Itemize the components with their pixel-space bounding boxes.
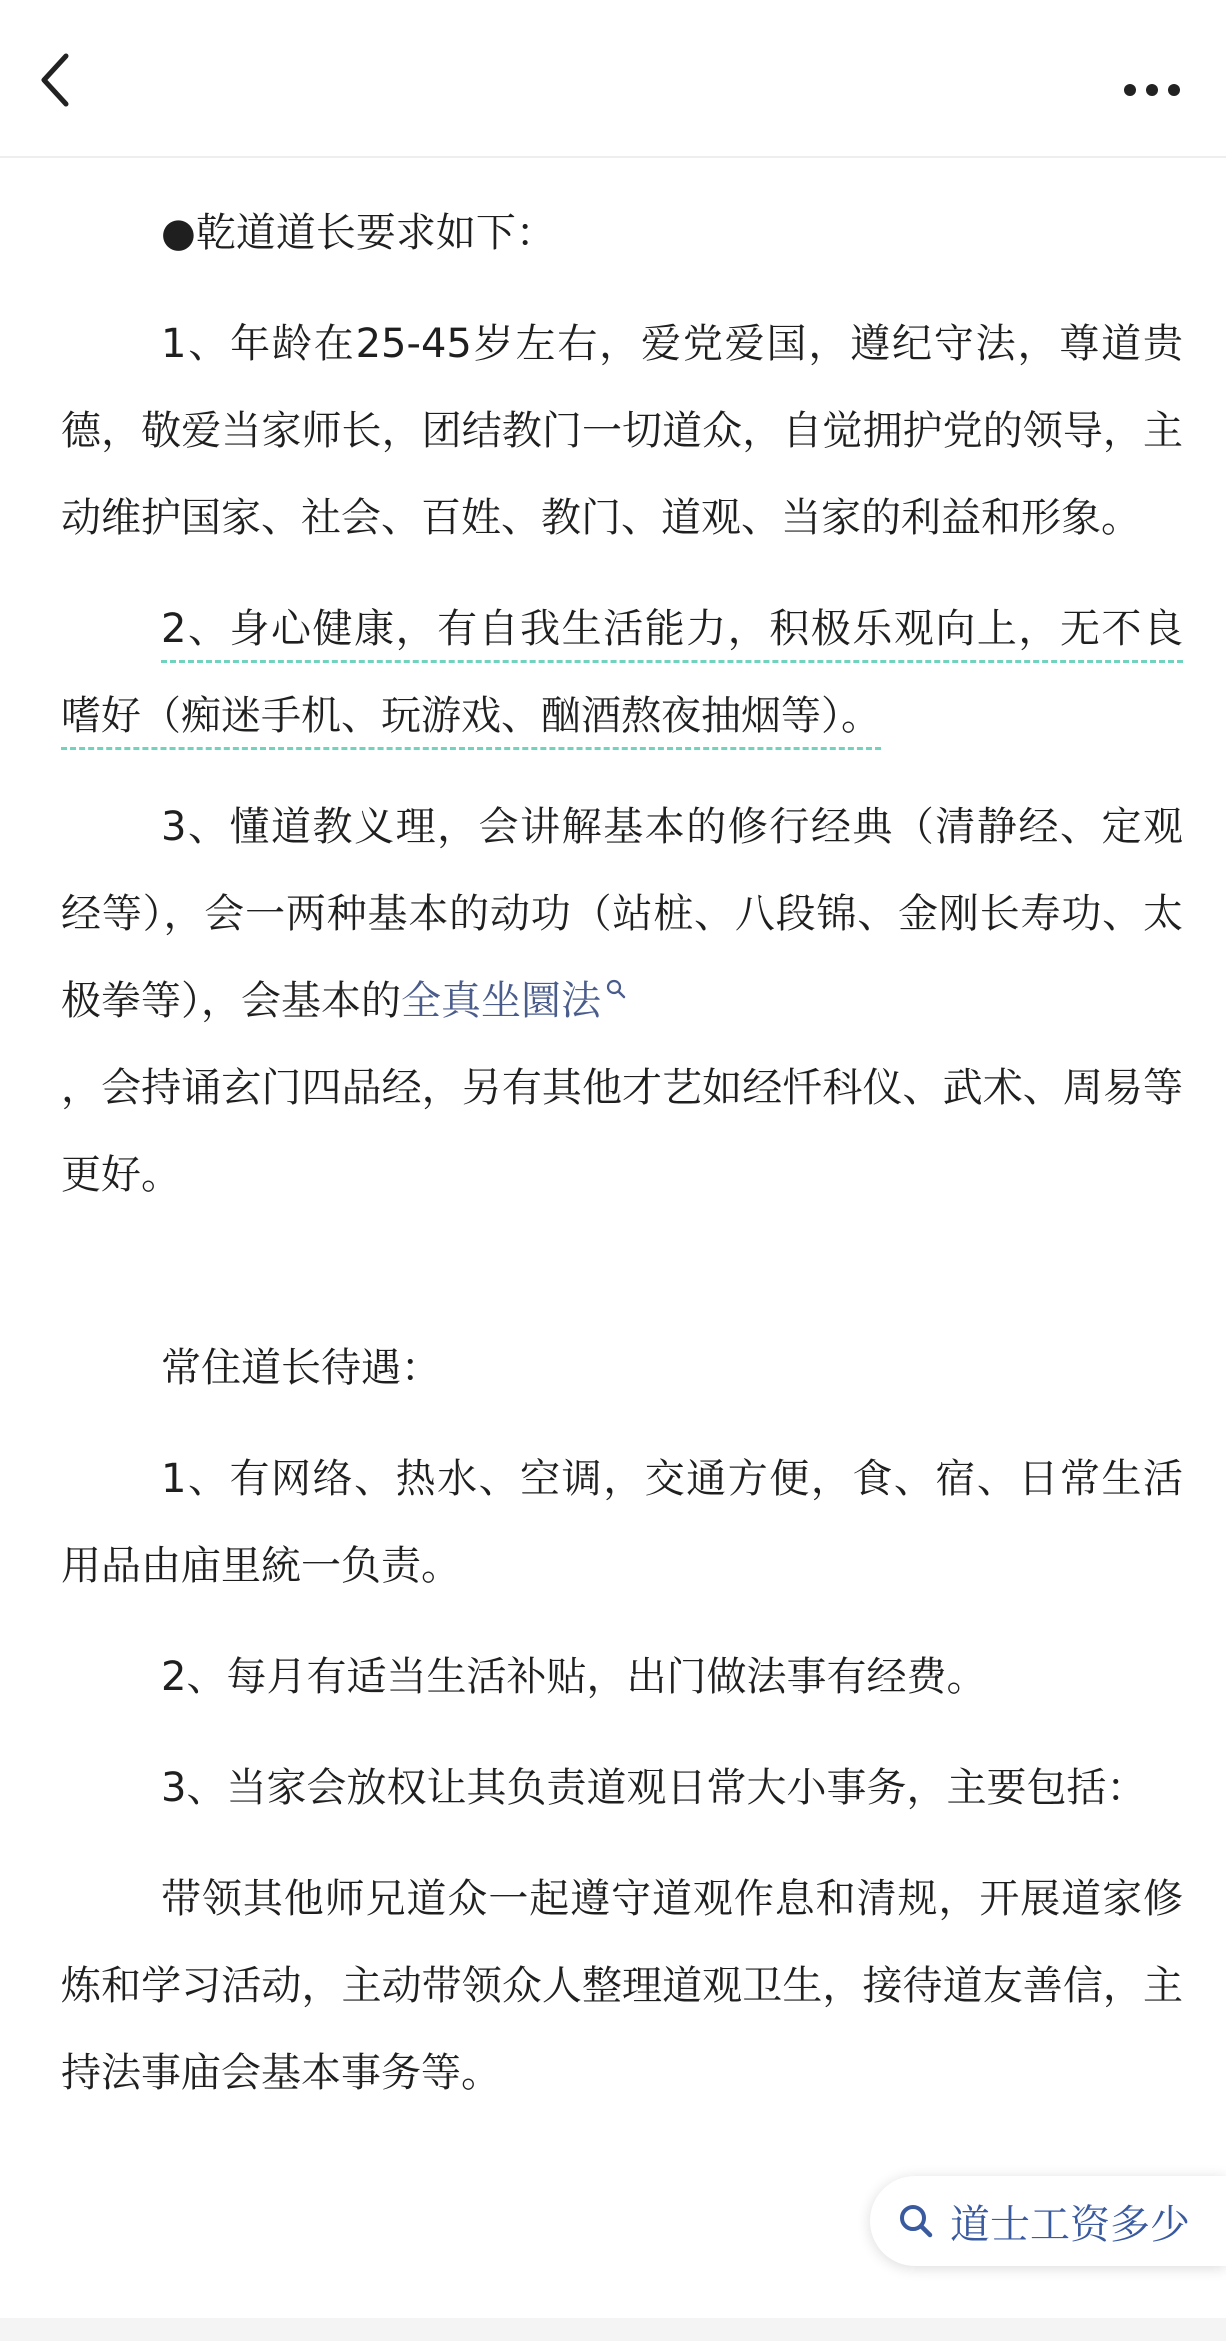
floating-search-label: 道士工资多少 — [950, 2201, 1190, 2248]
article-paragraph: 1、有网络、热水、空调，交通方便，食、宿、日常生活用品由庙里統一负责。 — [61, 1456, 1183, 1589]
keyword-link-label: 全真坐圜法 — [401, 978, 601, 1024]
article-paragraph: 1、年龄在25-45岁左右，爱党爱国，遵纪守法，尊道贵德，敬爱当家师长，团结教门一切道众，自觉拥护党的领导，主动维护国家、社会、百姓、教门、道观、当家的利益和形象。 — [61, 321, 1183, 541]
article-paragraph: 2、每月有适当生活补贴，出门做法事有经费。 — [161, 1654, 987, 1700]
chevron-left-icon — [36, 50, 76, 110]
paragraph-text: 3、懂道教义理，会讲解基本的修行经典（清静经、定观经等），会一两种基本的动功（站桩、八段锦、金刚长寿功、太极拳等），会基本的 — [61, 804, 1183, 1024]
floating-search-button[interactable] — [870, 2176, 1226, 2266]
keyword-link[interactable] — [401, 978, 627, 1024]
article-paragraph — [61, 586, 1183, 760]
article-paragraph: 3、当家会放权让其负责道观日常大小事务，主要包括： — [161, 1765, 1147, 1811]
article-body — [61, 190, 1183, 2141]
back-button[interactable] — [36, 50, 96, 130]
highlighted-sentence[interactable]: 2、身心健康，有自我生活能力，积极乐观向上，无不良嗜好（痴迷手机、玩游戏、酗酒熬夜抽烟等）。 — [61, 606, 1183, 739]
article-paragraph: ●乾道道长要求如下： — [161, 210, 556, 256]
top-navigation-bar — [0, 0, 1226, 158]
bottom-strip — [0, 2318, 1226, 2341]
more-horizontal-icon — [1112, 62, 1192, 118]
paragraph-text: ，会持诵玄门四品经，另有其他才艺如经忏科仪、武术、周易等更好。 — [61, 1065, 1183, 1198]
article-paragraph — [61, 784, 1183, 1219]
article-paragraph: 带领其他师兄道众一起遵守道观作息和清规，开展道家修炼和学习活动，主动带领众人整理道观卫生，接待道友善信，主持法事庙会基本事务等。 — [61, 1876, 1183, 2096]
more-button[interactable] — [1112, 62, 1192, 118]
article-paragraph: 常住道长待遇： — [161, 1345, 441, 1391]
search-icon — [896, 2201, 936, 2241]
search-small-icon — [605, 978, 627, 1000]
